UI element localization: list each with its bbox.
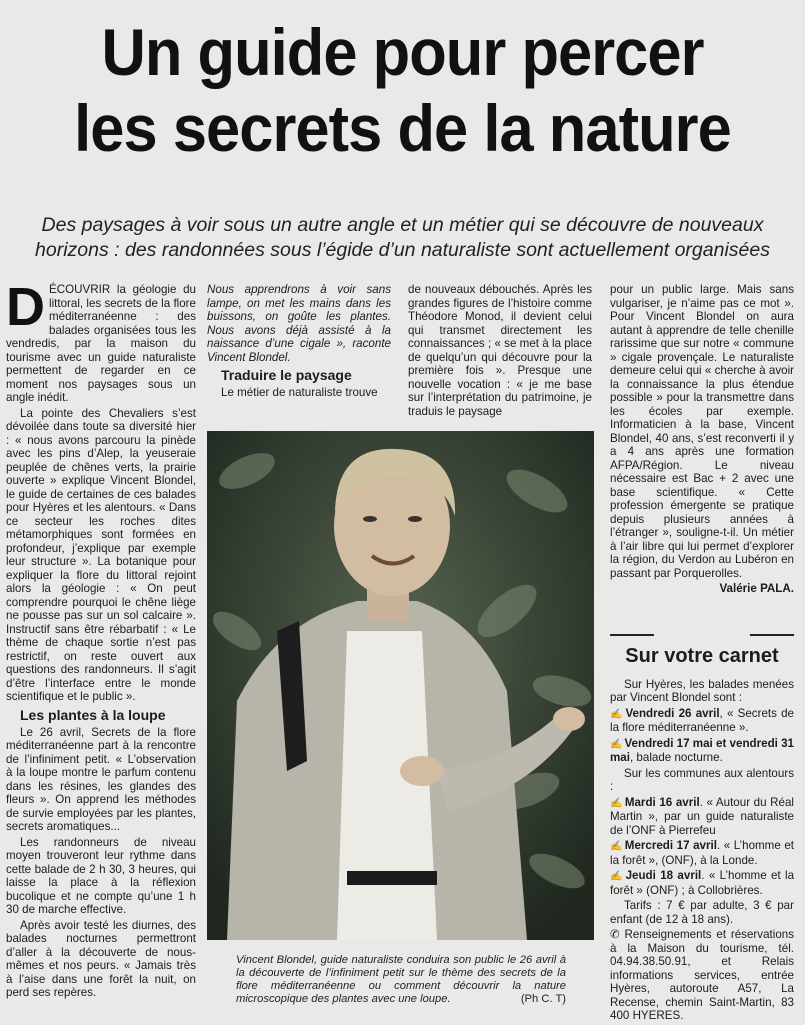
event-item: ✍ Vendredi 26 avril, « Secrets de la flore méditerranéenne ». [610,706,795,734]
info-box-intro: Sur Hyères, les balades menées par Vincent Blondel sont : [610,677,794,704]
divider-right [750,634,794,636]
divider-left [610,634,654,636]
author-signature: Valérie PALA. [719,582,794,595]
tarifs: Tarifs : 7 € par adulte, 3 € par enfant (de 12 à 18 ans). [610,899,794,926]
photo-caption: Vincent Blondel, guide naturaliste conduira son public le 26 avril à la découverte de l’infiniment petit sur le thème des secrets de la flore méditerranéenne ou comment découvrir la nature microscopique des plantes avec une loupe. (Ph C. T) [236,954,566,1006]
article-column-3 [408,283,592,420]
event-item: ✍ Jeudi 18 avril. « L’homme et la forêt » (ONF) ; à Collobrières. [610,869,795,897]
pen-icon: ✍ [610,841,623,852]
phone-icon: ✆ [610,928,625,941]
headline [37,14,767,166]
section-title: Les plantes à la loupe [20,706,166,723]
paragraph: de nouveaux débouchés. Après les grandes figures de l’histoire comme Théodore Monod, il devient celui qui transmet directement les connaissances ; « se met à la place de quelqu’un qui découvre pour la première fois ». Presque une nouvelle vocation : « je me base sur l’interprétation du patrimoine, je traduis le paysage [408,283,592,418]
headline-line-2: les secrets de la nature [74,91,731,165]
pen-icon: ✍ [610,708,624,720]
photo-credit: (Ph C. T) [520,993,566,1006]
pen-icon: ✍ [610,871,624,882]
info-box-title: Sur votre carnet [625,644,779,667]
lead-text: ÉCOUVRIR la géologie du littoral, les secrets de la flore méditerranéenne : des balades organisées tous les vendredis, par la maison du tourisme avec un guide naturaliste permettent de regarder en ce moment nos paysages sous un angle inédit. [6,283,196,404]
article-column-2 [207,283,391,402]
contact-info: ✆ Renseignements et réservations à la Maison du tourisme, tél. 04.94.38.50.91, et Relais informations services, entrée Hyères, autoroute A57, La Recense, chemin Saint-Martin, 83 400 HYERES. [610,928,795,1022]
paragraph: Les randonneurs de niveau moyen trouveront leur rythme dans cette balade de 2 h 30, 3 heures, qui laisse la place à la réflexion bucolique et ne compte qu’une 1 h 30 de marche effective. [6,835,196,916]
event-item: ✍ Vendredi 17 mai et vendredi 31 mai, balade nocturne. [610,736,794,764]
photo-vincent-blondel [207,431,594,940]
paragraph: pour un public large. Mais sans vulgariser, je n’aime pas ce mot ». Pour Vincent Blondel on aura autant à apprendre de telle chenille rarissime que sur notre « commune » cigale provençale. Le naturaliste demeure celui qui « cherche à avoir la connaissance la plus étendue possible » pour la transmettre dans les écoles par exemple. Informaticien à la base, Vincent Blondel, 40 ans, s’est reconverti il y a 4 ans après une formation AFPA/Région. Le niveau nécessaire est Bac + 2 avec une base scientifique. « Cette profession émergente se pratique depuis plusieurs années à l’étranger », souligne-t-il. Un métier à l’air libre qui lui permet d’explorer la région, du Verdon au Lubéron en passant par Porquerolles. [610,283,794,580]
section-title: Traduire le paysage [221,367,352,383]
article-column-4 [610,283,794,1025]
paragraph: Après avoir testé les diurnes, des balades nocturnes permettront d’aller à la découverte de nous-mêmes et nos peurs. « Jamais très à l’aise dans une forêt la nuit, on perd ses repères. [6,918,196,999]
drop-cap: D [6,277,45,337]
subheadline: Des paysages à voir sous un autre angle et un métier qui se découvre de nouveaux horizons : des randonnées sous l’égide d’un naturaliste sont actuellement organisées [35,214,770,261]
paragraph: La pointe des Chevaliers s’est dévoilée dans toute sa diversité hier : « nous avons parcouru la pinède avec les pins d’Alep, la yeuseraie peuplée de chênes verts, la prairie ouverte » explique Vincent Blondel, le guide de certaines de ces balades pour Hyères et les alentours. « Dans ce secteur les roches dites métamorphiques sont formées en profondeur, j’explique par exemple leur structure ». La botanique pour expliquer la flore du littoral rejoint alors la géologie : « On peut comprendre pourquoi le chêne liège ne pousse pas sur un sol calcaire ». Instructif sans être rébarbatif : « Le thème de chaque sortie n’est pas restrictif, on reste ouvert aux questions des randonneurs. Il s’agit d’être l’interface entre le monde scientifique et le public ». [6,406,196,703]
pen-icon: ✍ [610,797,623,809]
paragraph: Le métier de naturaliste trouve [221,386,378,399]
headline-line-1: Un guide pour percer [101,15,704,89]
article-column-1 [6,277,196,1002]
pen-icon: ✍ [610,738,623,750]
event-item: ✍ Mardi 16 avril. « Autour du Réal Martin », par un guide naturaliste de l’ONF à Pierrefeu [610,795,794,837]
paragraph: Le 26 avril, Secrets de la flore méditerranéenne part à la rencontre de l’infiniment petit. « L’observation à la loupe montre le parfum contenu dans les résines, les glandes des fleurs ». On apprend les méthodes de survie employées par les plantes, secrets aromatiques... [6,725,196,833]
event-item: ✍ Mercredi 17 avril. « L’homme et la forêt », (ONF), à la Londe. [610,839,794,867]
lead-paragraph [6,277,196,405]
photo-illustration [207,431,594,940]
communes-intro: Sur les communes aux alentours : [610,766,794,793]
divider [610,612,794,636]
paragraph: Nous apprendrons à voir sans lampe, on met les mains dans les buissons, on goûte les plantes. Nous avons déjà assisté à la naissance d’une cigale », raconte Vincent Blondel. [207,283,391,364]
